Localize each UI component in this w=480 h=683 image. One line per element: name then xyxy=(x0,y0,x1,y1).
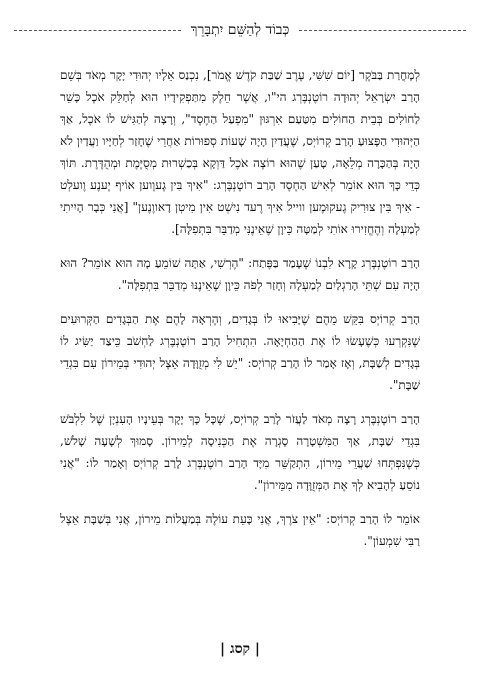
page-header xyxy=(14,22,466,39)
running-title: כְּבוֹד לְהַשֵּׁם יִתְבָּרֵךְ xyxy=(190,22,290,38)
paragraph: הָרַב רוֹטֶנְבֶּרְג רָצָה מְאֹד לַעֲזֹר לָרַב קְרוֹיְס, שֶׁכָּל כָּךְ יָקָר בְּעֵינָיו הָעִנְיָן שֶׁל לִלְבֹּשׁ בִּגְדֵי שַׁבָּת, אַךְ הַמִּשְׁטָרָה סָגְרָה אֶת הַכְּנִיסָה לְמֵירוֹן. סָמוּךְ לְשָׁעָה שָׁלֹשׁ, כְּשֶׁנִּפְתְּחוּ שַׁעֲרֵי מֵירוֹן, הִתְקַשֵּׁר מִיָּד הָרַב רוֹטֶנְבֶּרְג לָרַב קְרוֹיְס וְאָמַר לוֹ: "אֲנִי נוֹסֵעַ לְהָבִיא לְךָ אֶת הַמְּזֻוָּדָה מִמֵּירוֹן". xyxy=(60,412,420,492)
header-rule-left xyxy=(14,30,181,31)
header-rule-right xyxy=(299,30,466,31)
paragraph: הָרַב קְרוֹיְס בִּקֵּשׁ מֵהֶם שֶׁיָּבִיאוּ לוֹ בְּגָדִים, וְהֶרְאָה לָהֶם אֶת הַבְּגָדִים הַקְּרוּעִים שֶׁנִּקְרְעוּ כְּשֶׁעָשׂוּ לוֹ אֶת הַהַחְיָאָה. הִתְחִיל הָרַב רוֹטֶנְבֶּרְג לַחְשֹׁב כֵּיצַד יַשִּׂיג לוֹ בְּגָדִים לְשַׁבָּת, וְאָז אָמַר לוֹ הָרַב קְרוֹיְס: "יֵשׁ לִי מְזֻוָּדָה אֵצֶל יְהוּדִי בְּמֵירוֹן עִם בִּגְדֵי שַׁבָּת". xyxy=(60,312,420,392)
body-text xyxy=(60,64,420,564)
page-number: | קסג | xyxy=(219,641,260,657)
paragraph: לְמָחֳרַת בַּבֹּקֶר [יוֹם שִׁשִּׁי, עֶרֶב שַׁבַּת קֹדֶשׁ אֱמֹר], נִכְנַס אֵלָיו יְהוּדִי יָקָר מְאֹד בְּשֵׁם הָרַב יִשְׂרָאֵל יְהוּדָה רוֹטֶנְבֶּרְג הי"ו, אֲשֶׁר חֵלֶק מִתַּפְקִידָיו הוּא לְחַלֵּק אֹכֶל כָּשֵׁר לַחוֹלִים בְּבֵית הַחוֹלִים מִטַּעַם אִרְגּוּן "מִפְעַל הַחֶסֶד", וְרָצָה לְהַגִּישׁ לוֹ אֹכֶל, אַךְ הַיְּהוּדִי הַפָּצוּעַ הָרַב קְרוֹיְס, שֶׁעֲדַיִן הָיָה שָׁעוֹת סְפוּרוֹת אַחֲרֵי שֶׁחָזַר לְחַיָּיו וַעֲדַיִן לֹא הָיָה בְּהַכָּרָה מְלֵאָה, טָעַן שֶׁהוּא רוֹצֶה אֹכֶל דַּוְקָא בְּכַשְׁרוּת מְסֻיֶּמֶת וּמְהֻדֶּרֶת. תּוֹךְ כְּדֵי כָּךְ הוּא אוֹמֵר לְאִישׁ הַחֶסֶד הָרַב רוֹטֶנְבֶּרְג: "אִיךְ בִּין גֶעוֶוען אוֹיף יֶענֶע וֶועלְט - אִיךְ בִּין צוּרִיק גֶעקוּמֶען ווייל אִיךְ רֶעד נִישְׁט אִין מִיטְן דָאווֶנֶען" [אֲנִי כְּבָר הָיִיתִי לְמַעְלָה וְהֶחֱזִירוּ אוֹתִי לְמַטָּה כֵּיוָן שֶׁאֵינֶנִּי מְדַבֵּר בִּתְפִלָּה]. xyxy=(60,68,420,236)
paragraph: אוֹמֵר לוֹ הָרַב קְרוֹיְס: "אֵין צֹרֶךְ, אֲנִי כָּעֵת עוֹלֶה בְּמַעֲלוֹת מֵירוֹן, אֲנִי בְּשַׁבָּת אֵצֶל רַבִּי שִׁמְעוֹן". xyxy=(60,512,420,548)
paragraph: הָרַב רוֹטֶנְבֶּרְג קָרָא לִבְנוֹ שֶׁעָמַד בַּפֶּתַח: "הֶרְשִׁי, אַתָּה שׁוֹמֵעַ מָה הוּא אוֹמֵר? הוּא הָיָה עִם שְׁתֵּי הָרַגְלַיִם לְמַעְלָה וְחָזַר לְפֹה כֵּיוָן שֶׁאֵינֶנּוּ מְדַבֵּר בִּתְפִלָּה". xyxy=(60,256,420,292)
